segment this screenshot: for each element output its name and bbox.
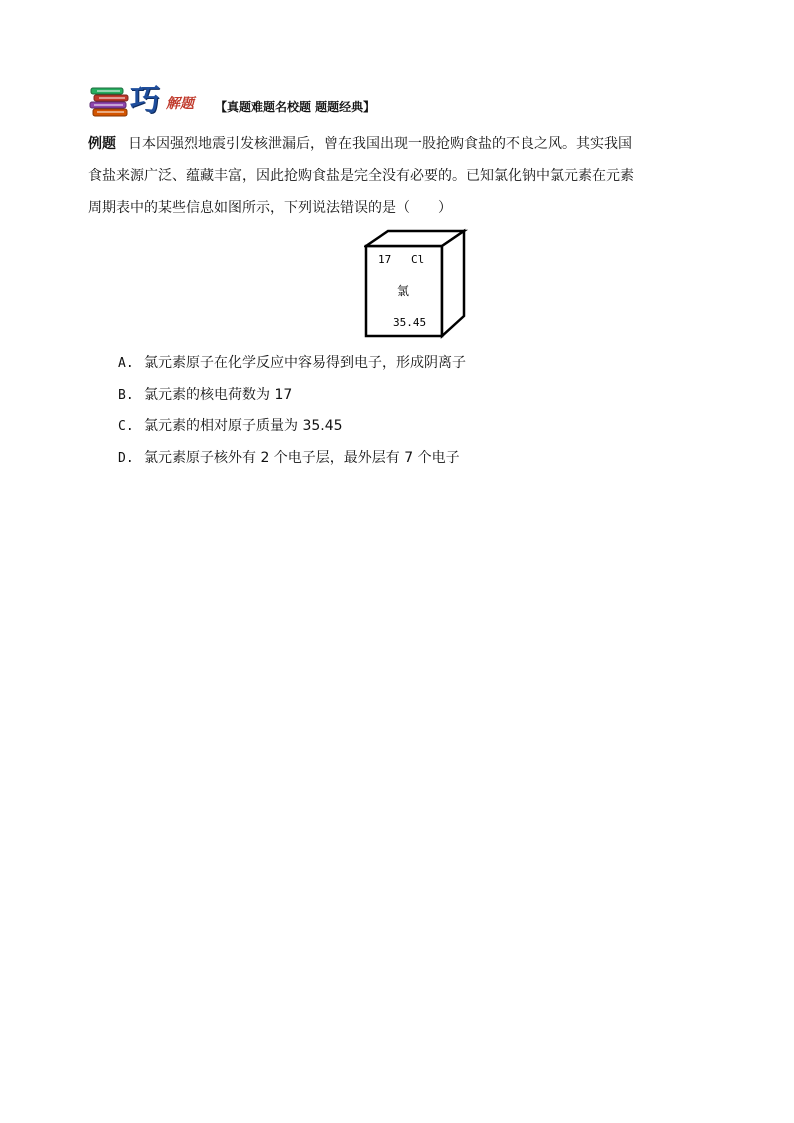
element-atomic-mass: 35.45 [393,316,427,329]
element-atomic-number: 17 [378,253,392,266]
option-text: 氯元素原子核外有 2 个电子层，最外层有 7 个电子 [144,449,460,466]
element-symbol: Cl [411,253,425,266]
element-card-figure [364,228,476,340]
question-line-1 [88,128,716,160]
books-icon [88,84,132,118]
question-label: 例题 [88,136,116,152]
logo-sub-text: 解题 [166,96,194,112]
option-d [118,443,466,475]
option-b [118,380,466,412]
logo-main-text: 巧 [130,83,160,118]
option-c [118,411,466,443]
option-letter: D. [118,450,134,466]
question-block [88,128,716,224]
question-line-3: 周期表中的某些信息如图所示，下列说法错误的是（ ） [88,200,452,216]
element-name: 氯 [397,284,410,298]
question-text-1: 日本因强烈地震引发核泄漏后，曾在我国出现一股抢购食盐的不良之风。其实我国 [128,136,632,152]
option-a [118,348,466,380]
header [88,84,408,118]
option-text: 氯元素原子在化学反应中容易得到电子，形成阴离子 [144,355,466,371]
option-text: 氯元素的核电荷数为 17 [144,386,293,403]
header-tagline: 【真题难题名校题 题题经典】 [215,100,376,114]
options-list [118,348,466,474]
question-line-2: 食盐来源广泛、蕴藏丰富，因此抢购食盐是完全没有必要的。已知氯化钠中氯元素在元素 [88,168,634,184]
option-letter: B. [118,387,134,403]
option-letter: C. [118,419,134,434]
option-text: 氯元素的相对原子质量为 35.45 [144,418,343,434]
option-letter: A. [118,356,134,371]
